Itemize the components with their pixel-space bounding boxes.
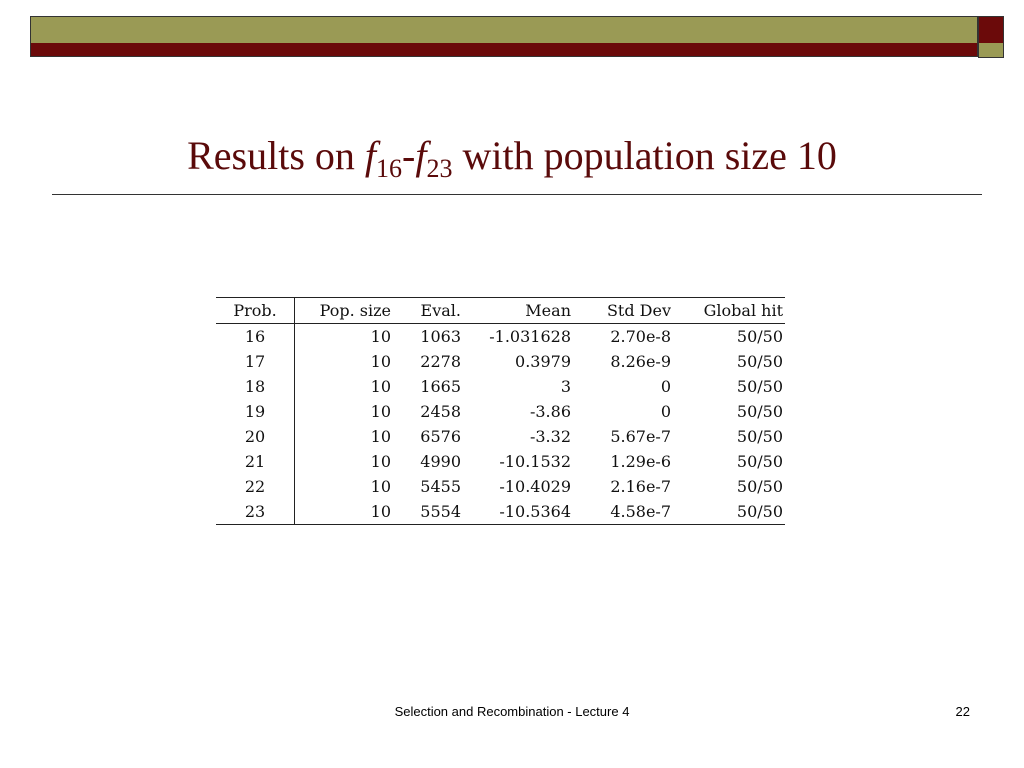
cell-global-hit: 50/50 <box>736 502 783 521</box>
cell-pop-size: 10 <box>370 377 391 396</box>
cell-global-hit: 50/50 <box>736 427 783 446</box>
title-f2-symbol: f <box>415 133 427 178</box>
cell-global-hit: 50/50 <box>736 327 783 346</box>
column-header-pop-size: Pop. size <box>319 301 391 320</box>
column-header-global-hit: Global hit <box>703 301 783 320</box>
cell-std-dev: 1.29e-6 <box>610 452 671 471</box>
cell-eval: 2458 <box>420 402 461 421</box>
cell-pop-size: 10 <box>370 352 391 371</box>
cell-std-dev: 0 <box>660 377 671 396</box>
cell-mean: -10.5364 <box>499 502 571 521</box>
title-f2-subscript: 23 <box>426 154 453 183</box>
header-olive-bar <box>30 16 978 44</box>
cell-prob: 22 <box>216 474 295 499</box>
cell-mean: 0.3979 <box>515 352 571 371</box>
cell-mean: -3.86 <box>529 402 571 421</box>
title-dash: - <box>402 133 416 178</box>
cell-global-hit: 50/50 <box>736 352 783 371</box>
cell-pop-size: 10 <box>370 327 391 346</box>
cell-eval: 5455 <box>420 477 461 496</box>
cell-mean: -10.4029 <box>499 477 571 496</box>
title-underline-rule <box>52 194 982 195</box>
cell-std-dev: 2.16e-7 <box>610 477 671 496</box>
table-row <box>216 499 785 525</box>
table-row <box>216 349 785 374</box>
cell-global-hit: 50/50 <box>736 377 783 396</box>
table-row <box>216 399 785 424</box>
cell-global-hit: 50/50 <box>736 402 783 421</box>
page-number: 22 <box>955 704 970 719</box>
column-header-prob: Prob. <box>216 298 295 324</box>
cell-prob: 17 <box>216 349 295 374</box>
cell-std-dev: 5.67e-7 <box>610 427 671 446</box>
table-header-row <box>216 298 785 324</box>
cell-eval: 2278 <box>420 352 461 371</box>
table-row <box>216 474 785 499</box>
table-row <box>216 424 785 449</box>
cell-std-dev: 8.26e-9 <box>610 352 671 371</box>
cell-eval: 4990 <box>420 452 461 471</box>
cell-eval: 1063 <box>420 327 461 346</box>
table-row <box>216 374 785 399</box>
column-header-mean: Mean <box>525 301 571 320</box>
cell-std-dev: 2.70e-8 <box>610 327 671 346</box>
cell-pop-size: 10 <box>370 477 391 496</box>
cell-prob: 23 <box>216 499 295 525</box>
cell-pop-size: 10 <box>370 427 391 446</box>
results-table <box>216 297 785 525</box>
cell-mean: -1.031628 <box>489 327 571 346</box>
cell-prob: 18 <box>216 374 295 399</box>
title-f1-subscript: 16 <box>376 154 403 183</box>
cell-std-dev: 0 <box>660 402 671 421</box>
cell-mean: -3.32 <box>529 427 571 446</box>
cell-prob: 19 <box>216 399 295 424</box>
title-suffix: with population size 10 <box>452 133 837 178</box>
cell-prob: 16 <box>216 324 295 350</box>
slide-title <box>0 132 1024 183</box>
header-corner-maroon-square <box>978 16 1004 44</box>
cell-pop-size: 10 <box>370 502 391 521</box>
header-maroon-bar <box>30 43 978 57</box>
column-header-eval: Eval. <box>420 301 461 320</box>
title-f1-symbol: f <box>364 133 377 178</box>
cell-eval: 1665 <box>420 377 461 396</box>
cell-eval: 6576 <box>420 427 461 446</box>
cell-mean: 3 <box>560 377 571 396</box>
slide-footer: Selection and Recombination - Lecture 4 <box>394 704 630 719</box>
cell-mean: -10.1532 <box>499 452 571 471</box>
column-header-std-dev: Std Dev <box>606 301 671 320</box>
header-corner-olive-square <box>978 43 1004 58</box>
cell-global-hit: 50/50 <box>736 477 783 496</box>
cell-eval: 5554 <box>420 502 461 521</box>
header-band <box>30 16 978 58</box>
cell-prob: 21 <box>216 449 295 474</box>
cell-std-dev: 4.58e-7 <box>610 502 671 521</box>
cell-global-hit: 50/50 <box>736 452 783 471</box>
cell-prob: 20 <box>216 424 295 449</box>
cell-pop-size: 10 <box>370 452 391 471</box>
cell-pop-size: 10 <box>370 402 391 421</box>
table-row <box>216 449 785 474</box>
table-row <box>216 324 785 350</box>
title-prefix: Results on <box>187 133 365 178</box>
